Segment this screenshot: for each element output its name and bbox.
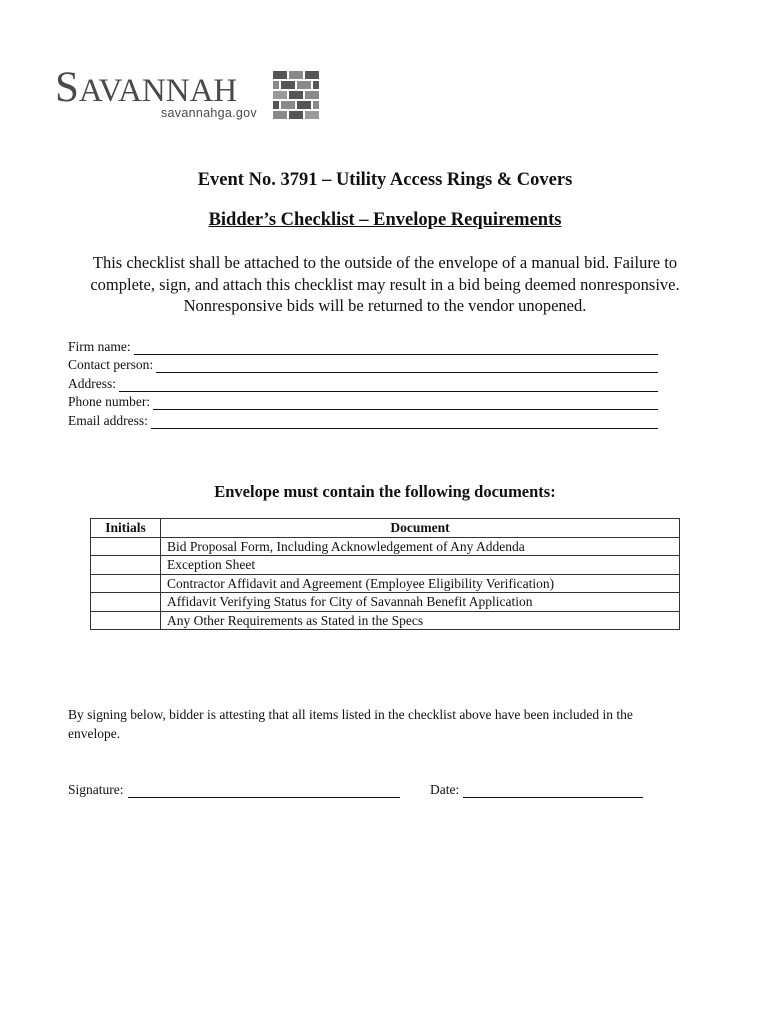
initials-cell[interactable] xyxy=(91,593,161,612)
requirements-table xyxy=(90,518,680,630)
contact-person-input-line[interactable] xyxy=(156,359,658,373)
intro-paragraph xyxy=(40,252,730,317)
requirements-section-title: Envelope must contain the following documents: xyxy=(214,482,556,501)
date-input-line[interactable] xyxy=(463,784,643,798)
initials-cell[interactable] xyxy=(91,537,161,556)
event-title: Event No. 3791 – Utility Access Rings & Covers xyxy=(197,170,573,190)
date-field[interactable] xyxy=(430,780,643,798)
field-label: Phone number: xyxy=(68,394,151,409)
bidder-info-fields xyxy=(68,336,658,429)
table-row xyxy=(91,537,680,556)
signature-input-line[interactable] xyxy=(128,784,400,798)
date-label: Date: xyxy=(430,782,460,797)
logo-word-rest: AVANNAH xyxy=(78,73,238,109)
logo-url: savannahga.gov xyxy=(161,106,257,120)
attestation-text xyxy=(68,706,718,743)
intro-line: Nonresponsive bids will be returned to the vendor unopened. xyxy=(183,296,587,315)
field-label: Contact person: xyxy=(68,357,154,372)
savannah-logo[interactable] xyxy=(55,66,325,126)
field-label: Email address: xyxy=(68,412,148,428)
document-cell: Exception Sheet xyxy=(161,556,680,575)
logo-word-first: S xyxy=(55,64,79,111)
document-cell: Affidavit Verifying Status for City of Savannah Benefit Application xyxy=(161,593,680,612)
intro-line: complete, sign, and attach this checklist may result in a bid being deemed nonresponsive. xyxy=(90,274,680,294)
table-row xyxy=(91,556,680,575)
table-row xyxy=(91,593,680,612)
initials-cell[interactable] xyxy=(91,611,161,630)
email-address-input-line[interactable] xyxy=(151,415,658,429)
signature-row xyxy=(68,780,668,800)
phone-number-field[interactable] xyxy=(68,392,658,411)
address-input-line[interactable] xyxy=(119,378,658,392)
contact-person-field[interactable] xyxy=(68,355,658,374)
firm-name-input-line[interactable] xyxy=(134,341,658,355)
attestation-line: By signing below, bidder is attesting that all items listed in the checklist above have been included in the xyxy=(68,707,633,722)
signature-label: Signature: xyxy=(68,782,124,797)
field-label: Address: xyxy=(68,375,116,391)
initials-header: Initials xyxy=(91,519,161,538)
table-row xyxy=(91,611,680,630)
document-header: Document xyxy=(161,519,680,538)
address-field[interactable] xyxy=(68,373,658,392)
brick-wall-icon xyxy=(273,70,319,120)
signature-field[interactable] xyxy=(68,780,400,798)
document-cell: Bid Proposal Form, Including Acknowledgement of Any Addenda xyxy=(161,537,680,556)
intro-line: This checklist shall be attached to the outside of the envelope of a manual bid. Failure to xyxy=(92,253,678,272)
email-address-field[interactable] xyxy=(68,410,658,429)
firm-name-field[interactable] xyxy=(68,336,658,355)
checklist-subtitle: Bidder’s Checklist – Envelope Requirements xyxy=(208,210,562,230)
initials-cell[interactable] xyxy=(91,574,161,593)
phone-number-input-line[interactable] xyxy=(153,396,658,410)
field-label: Firm name: xyxy=(68,338,131,354)
table-header-row xyxy=(91,519,680,538)
document-cell: Contractor Affidavit and Agreement (Employee Eligibility Verification) xyxy=(161,574,680,593)
attestation-line: envelope. xyxy=(68,725,121,741)
document-cell: Any Other Requirements as Stated in the Specs xyxy=(161,611,680,630)
initials-cell[interactable] xyxy=(91,556,161,575)
table-row xyxy=(91,574,680,593)
